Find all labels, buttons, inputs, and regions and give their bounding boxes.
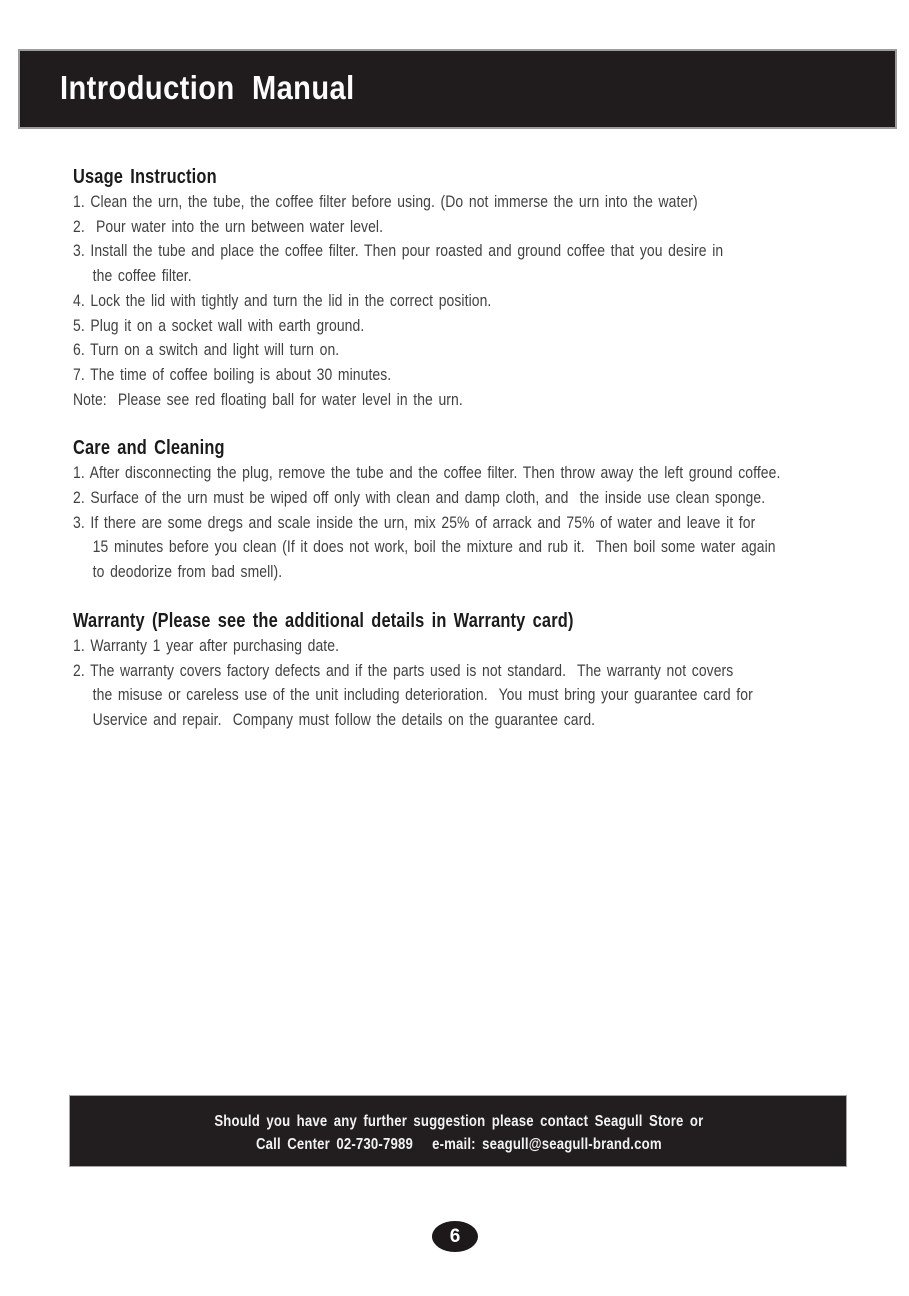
footer-text (70, 1096, 848, 1156)
list-item-continuation: Uservice and repair. Company must follow the details on the guarantee card. (92, 709, 596, 729)
header-bar (18, 49, 897, 129)
list-item-continuation: to deodorize from bad smell). (92, 562, 283, 582)
section-heading: Care and Cleaning (73, 437, 225, 460)
list-item: 2. Pour water into the urn between water level. (73, 216, 384, 236)
list-item: 1. After disconnecting the plug, remove the tube and the coffee filter. Then throw away the left ground coffee. (73, 463, 781, 483)
list-item: 5. Plug it on a socket wall with earth ground. (73, 315, 365, 335)
list-item: 4. Lock the lid with tightly and turn the lid in the correct position. (73, 290, 492, 310)
footer-line: Call Center 02-730-7989 e-mail: seagull@seagull-brand.com (255, 1135, 662, 1153)
list-item-continuation: 15 minutes before you clean (If it does not work, boil the mixture and rub it. Then boil some water again (92, 537, 776, 557)
list-item: 7. The time of coffee boiling is about 30 minutes. (73, 364, 392, 384)
page-title: Introduction Manual (60, 69, 355, 107)
list-item: 3. If there are some dregs and scale inside the urn, mix 25% of arrack and 75% of water and leave it for (73, 512, 756, 532)
footer-contact-bar (69, 1095, 847, 1167)
section (73, 164, 852, 412)
footer-line: Should you have any further suggestion please contact Seagull Store or (214, 1113, 704, 1130)
section (73, 435, 852, 585)
list-item: 2. The warranty covers factory defects and if the parts used is not standard. The warranty not covers (73, 660, 734, 680)
content-area (73, 164, 852, 733)
page-number-badge (432, 1221, 478, 1252)
page-number: 6 (449, 1225, 461, 1247)
list-item: 1. Clean the urn, the tube, the coffee filter before using. (Do not immerse the urn into the water) (73, 192, 698, 211)
list-item: Note: Please see red floating ball for water level in the urn. (73, 389, 463, 409)
list-item: 2. Surface of the urn must be wiped off only with clean and damp cloth, and the inside use clean sponge. (73, 488, 766, 508)
list-item: 6. Turn on a switch and light will turn on. (73, 340, 340, 360)
list-item: 1. Warranty 1 year after purchasing date. (73, 635, 340, 655)
list-item: 3. Install the tube and place the coffee filter. Then pour roasted and ground coffee that you desire in (73, 241, 724, 261)
list-item-continuation: the coffee filter. (92, 266, 192, 286)
section (73, 608, 852, 733)
list-item-continuation: the misuse or careless use of the unit including deterioration. You must bring your guarantee card for (92, 685, 753, 705)
section-heading: Usage Instruction (73, 166, 217, 188)
section-heading: Warranty (Please see the additional details in Warranty card) (73, 609, 574, 632)
